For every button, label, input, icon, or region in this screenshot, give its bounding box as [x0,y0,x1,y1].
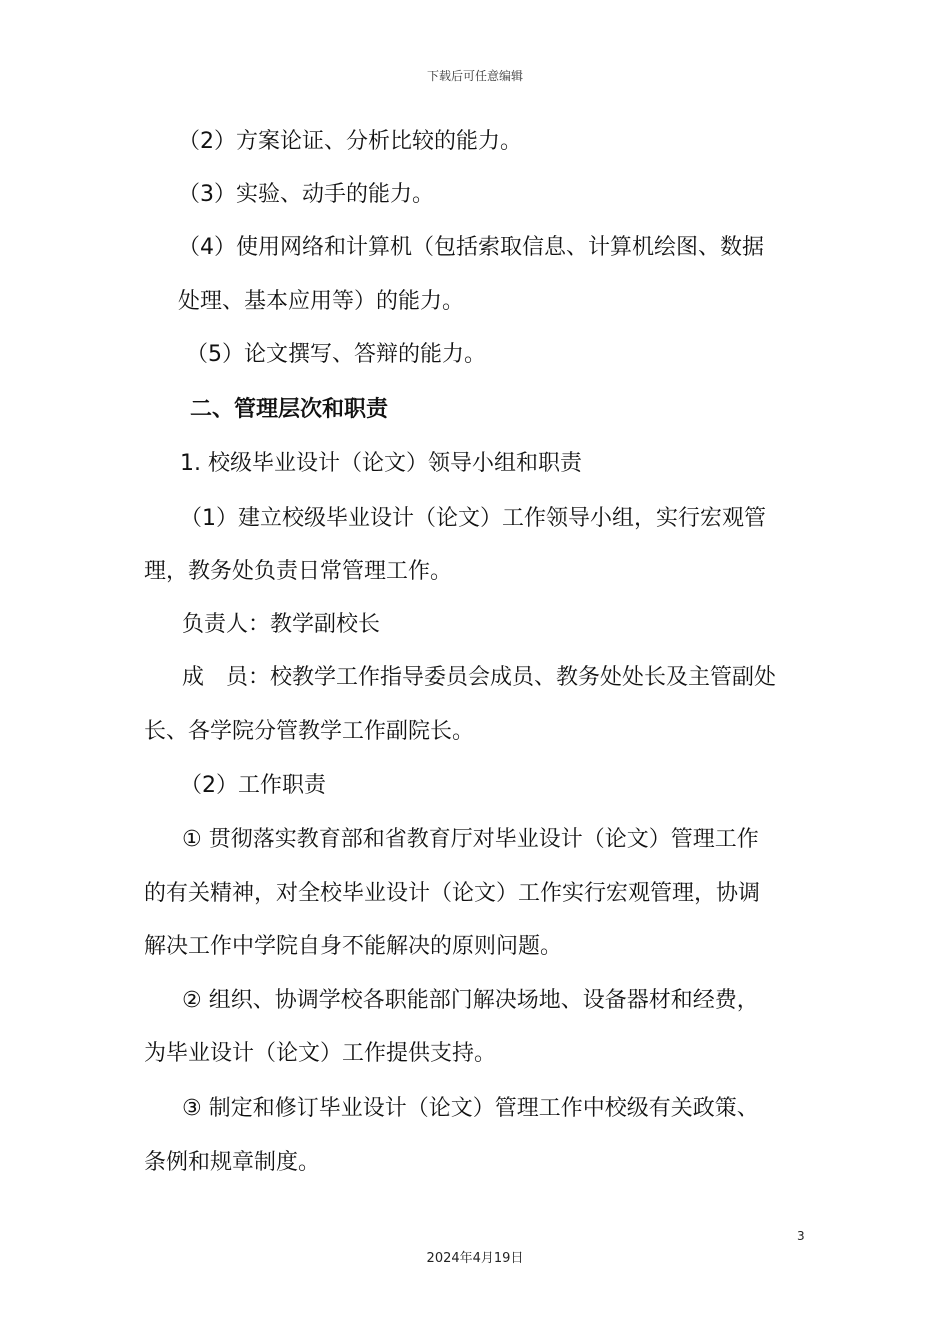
subsection-title: 1. 校级毕业设计（论文）领导小组和职责 [180,451,582,476]
text-line: 成 员：校教学工作指导委员会成员、教务处处长及主管副处 [182,665,777,690]
text-line: 负责人：教学副校长 [182,612,381,637]
page-header: 下载后可任意编辑 [426,69,523,83]
text-line: ② 组织、协调学校各职能部门解决场地、设备器材和经费， [182,988,759,1013]
footer-date: 2024年4月19日 [426,1251,524,1266]
text-line: 理，教务处负责日常管理工作。 [144,559,453,584]
text-line: （1）建立校级毕业设计（论文）工作领导小组，实行宏观管 [180,506,766,531]
page-number: 3 [797,1229,805,1243]
text-line: （5）论文撰写、答辩的能力。 [186,342,486,367]
text-line: （3）实验、动手的能力。 [178,182,434,207]
text-line: （2）工作职责 [180,773,326,798]
text-line: （2）方案论证、分析比较的能力。 [178,129,522,154]
text-line: ③ 制定和修订毕业设计（论文）管理工作中校级有关政策、 [182,1096,759,1121]
text-line: 为毕业设计（论文）工作提供支持。 [144,1041,497,1066]
text-line: 条例和规章制度。 [144,1150,321,1175]
text-line: （4）使用网络和计算机（包括索取信息、计算机绘图、数据 [178,235,764,260]
section-heading: 二、管理层次和职责 [190,397,389,422]
text-line: 解决工作中学院自身不能解决的原则问题。 [144,934,563,959]
text-line: 处理、基本应用等）的能力。 [178,289,465,314]
text-line: 的有关精神，对全校毕业设计（论文）工作实行宏观管理，协调 [144,881,761,906]
text-line: ① 贯彻落实教育部和省教育厅对毕业设计（论文）管理工作 [182,827,759,852]
text-line: 长、各学院分管教学工作副院长。 [144,719,475,744]
